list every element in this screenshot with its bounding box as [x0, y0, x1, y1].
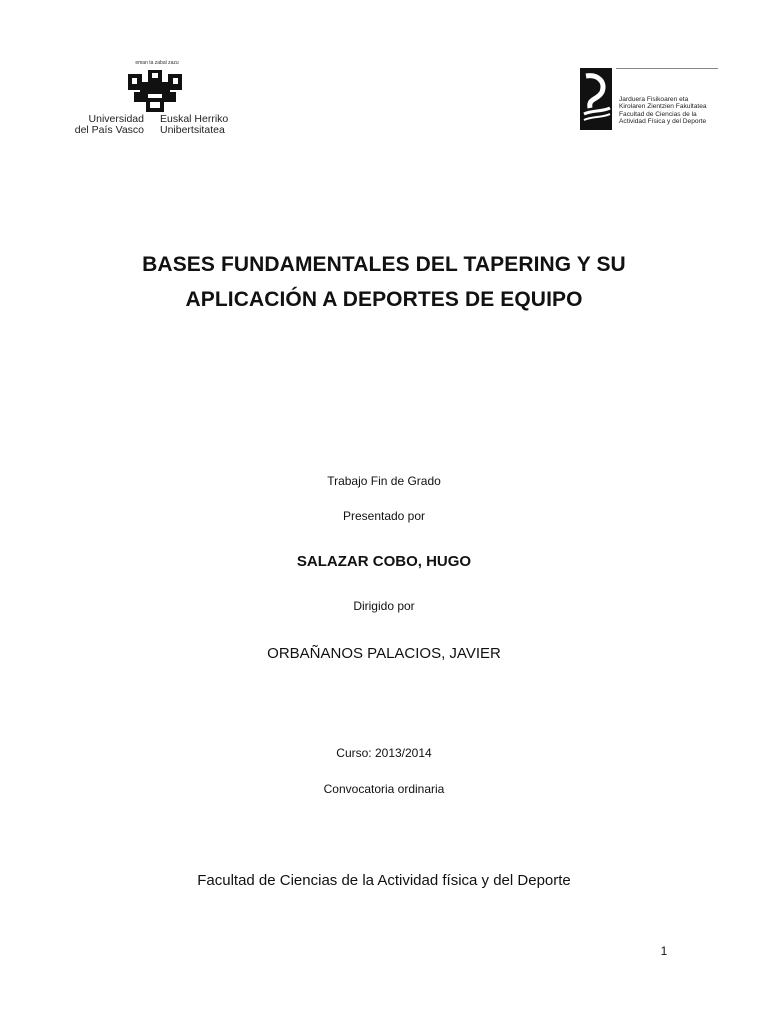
faculty-name-eu-line2: Kirolaren Zientzien Fakultatea: [619, 103, 707, 111]
faculty-name-eu-line1: Jarduera Fisikoaren eta: [619, 96, 689, 103]
university-logo: [62, 60, 252, 145]
directed-by-label: Dirigido por: [353, 599, 415, 613]
page-number: 1: [660, 944, 668, 958]
title-line1: BASES FUNDAMENTALES DEL TAPERING Y SU: [142, 253, 626, 276]
faculty-logo: [580, 68, 720, 132]
title-line2: APLICACIÓN A DEPORTES DE EQUIPO: [185, 288, 583, 311]
presented-by-label: Presentado por: [342, 509, 426, 523]
university-name-eu: [160, 114, 250, 136]
university-emblem-icon: [126, 68, 184, 114]
faculty-emblem-icon: [580, 68, 612, 130]
university-name-eu-line1: Euskal Herriko: [160, 113, 229, 125]
university-name-es-line1: Universidad: [88, 113, 144, 125]
document-title: [84, 247, 684, 317]
faculty-name-es-line1: Facultad de Ciencias de la: [619, 110, 697, 118]
university-name-eu-line2: Unibertsitatea: [160, 124, 225, 136]
faculty-logo-text: [619, 96, 707, 126]
university-motto: eman ta zabal zazu: [135, 60, 179, 66]
faculty-name-es-line2: Actividad Física y del Deporte: [619, 118, 707, 126]
work-type: Trabajo Fin de Grado: [327, 474, 441, 488]
faculty-name: Facultad de Ciencias de la Actividad física y del Deporte: [197, 872, 571, 889]
faculty-logo-rule: [616, 68, 718, 69]
course-year: Curso: 2013/2014: [336, 746, 432, 760]
director-name: ORBAÑANOS PALACIOS, JAVIER: [267, 645, 501, 662]
university-name-es-line2: del País Vasco: [74, 124, 144, 136]
call-type: Convocatoria ordinaria: [323, 782, 445, 796]
university-name-es: [66, 114, 144, 136]
author-name: SALAZAR COBO, HUGO: [296, 553, 472, 570]
